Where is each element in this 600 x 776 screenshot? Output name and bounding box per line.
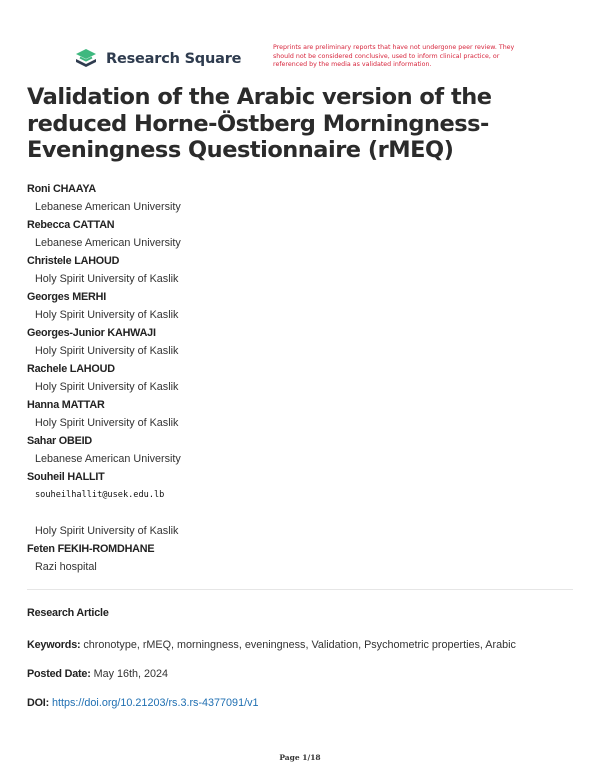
doi-row [27, 697, 258, 709]
research-square-logo[interactable] [74, 48, 241, 70]
author-name: Hanna MATTAR [27, 399, 105, 411]
author-name: Georges MERHI [27, 291, 106, 303]
author-affiliation: Holy Spirit University of Kaslik [35, 273, 179, 285]
doi-label: DOI: [27, 697, 49, 709]
posted-date-value: May 16th, 2024 [93, 668, 169, 680]
page-number: Page 1/18 [279, 753, 321, 762]
paper-title: Validation of the Arabic version of the reduced Horne-Östberg Morningness- Eveningness Questionnaire (rMEQ) [27, 84, 492, 163]
author-affiliation: Holy Spirit University of Kaslik [35, 417, 179, 429]
preprint-notice: Preprints are preliminary reports that have not undergone peer review. They should not be considered conclusive, used to inform clinical practice, or referenced by the media as validated information. [273, 44, 515, 69]
research-square-logo-icon [74, 48, 98, 70]
author-name: Souheil HALLIT [27, 471, 105, 483]
author-affiliation: Razi hospital [35, 561, 97, 573]
author-affiliation: Holy Spirit University of Kaslik [35, 525, 179, 537]
author-affiliation: Lebanese American University [35, 201, 181, 213]
posted-date-label: Posted Date: [27, 668, 91, 680]
author-name: Christele LAHOUD [27, 255, 120, 267]
author-name: Feten FEKIH-ROMDHANE [27, 543, 155, 555]
doi-link[interactable]: https://doi.org/10.21203/rs.3.rs-4377091/v1 [52, 697, 259, 709]
author-affiliation: Lebanese American University [35, 237, 181, 249]
posted-date-row [27, 668, 168, 680]
keywords-label: Keywords: [27, 639, 81, 651]
author-affiliation: Holy Spirit University of Kaslik [35, 345, 179, 357]
author-name: Rebecca CATTAN [27, 219, 115, 231]
author-name: Sahar OBEID [27, 435, 93, 447]
keywords-row [27, 639, 516, 651]
author-list [27, 180, 567, 576]
author-affiliation: Holy Spirit University of Kaslik [35, 309, 179, 321]
keywords-value: chronotype, rMEQ, morningness, eveningness, Validation, Psychometric properties, Arabic [83, 639, 516, 651]
article-type: Research Article [27, 607, 109, 619]
author-name: Georges-Junior KAHWAJI [27, 327, 156, 339]
author-name: Rachele LAHOUD [27, 363, 115, 375]
section-divider [27, 589, 573, 590]
brand-name: Research Square [106, 51, 242, 67]
author-name: Roni CHAAYA [27, 183, 96, 195]
spacer [27, 504, 567, 522]
author-affiliation: Lebanese American University [35, 453, 181, 465]
author-email-link[interactable]: souheilhallit@usek.edu.lb [35, 490, 165, 500]
author-affiliation: Holy Spirit University of Kaslik [35, 381, 179, 393]
